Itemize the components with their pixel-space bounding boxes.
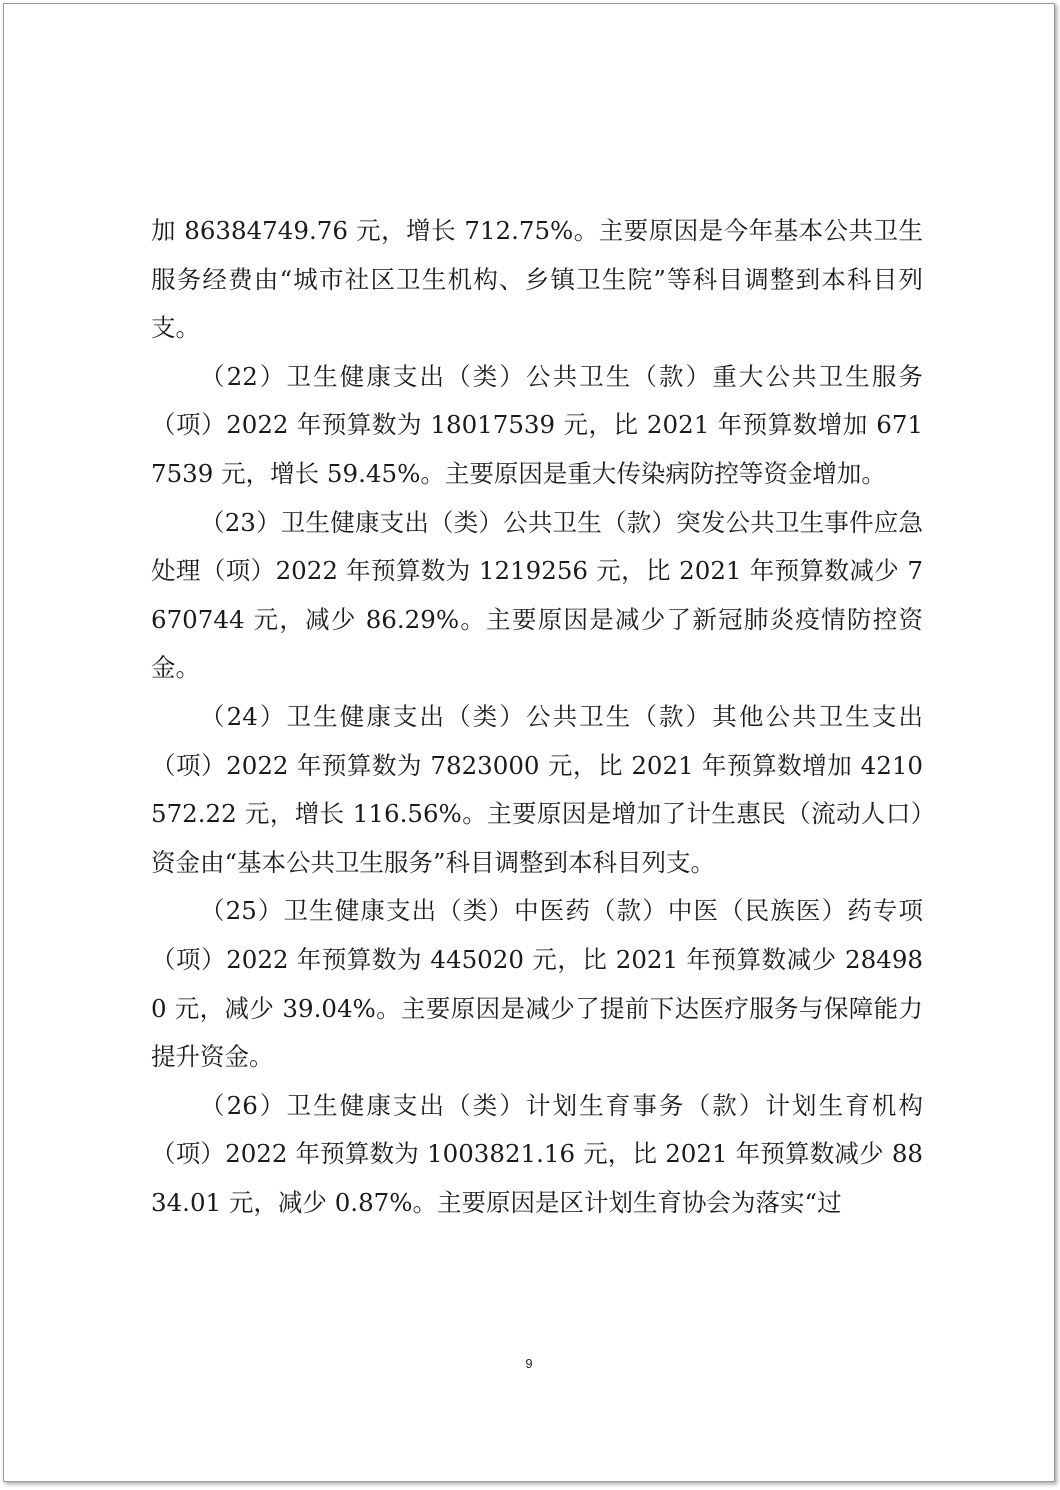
document-page (3, 3, 1055, 1482)
paragraph-item-26: （26）卫生健康支出（类）计划生育事务（款）计划生育机构（项）2022 年预算数为 1003821.16 元，比 2021 年预算数减少 8834.01 元，减少 0.87%。主要原因是区计划生育协会为落实“过 (151, 1090, 923, 1217)
paragraph-item-23: （23）卫生健康支出（类）公共卫生（款）突发公共卫生事件应急处理（项）2022 年预算数为 1219256 元，比 2021 年预算数减少 7670744 元，减少 86.29%。主要原因是减少了新冠肺炎疫情防控资金。 (151, 507, 923, 683)
paragraph-item-24: （24）卫生健康支出（类）公共卫生（款）其他公共卫生支出（项）2022 年预算数为 7823000 元，比 2021 年预算数增加 4210572.22 元，增长 116.56%。主要原因是增加了计生惠民（流动人口）资金由“基本公共卫生服务”科目调整到本科目列支。 (151, 701, 923, 877)
paragraph-item-22: （22）卫生健康支出（类）公共卫生（款）重大公共卫生服务（项）2022 年预算数为 18017539 元，比 2021 年预算数增加 6717539 元，增长 59.45%。主要原因是重大传染病防控等资金增加。 (151, 361, 923, 488)
paragraph-continuation: 加 86384749.76 元，增长 712.75%。主要原因是今年基本公共卫生服务经费由“城市社区卫生机构、乡镇卫生院”等科目调整到本科目列支。 (151, 216, 923, 343)
page-number: 9 (525, 1356, 533, 1371)
paragraph-item-25: （25）卫生健康支出（类）中医药（款）中医（民族医）药专项（项）2022 年预算数为 445020 元，比 2021 年预算数减少 284980 元，减少 39.04%。主要原因是减少了提前下达医疗服务与保障能力提升资金。 (151, 896, 923, 1072)
page-body (151, 207, 923, 1227)
